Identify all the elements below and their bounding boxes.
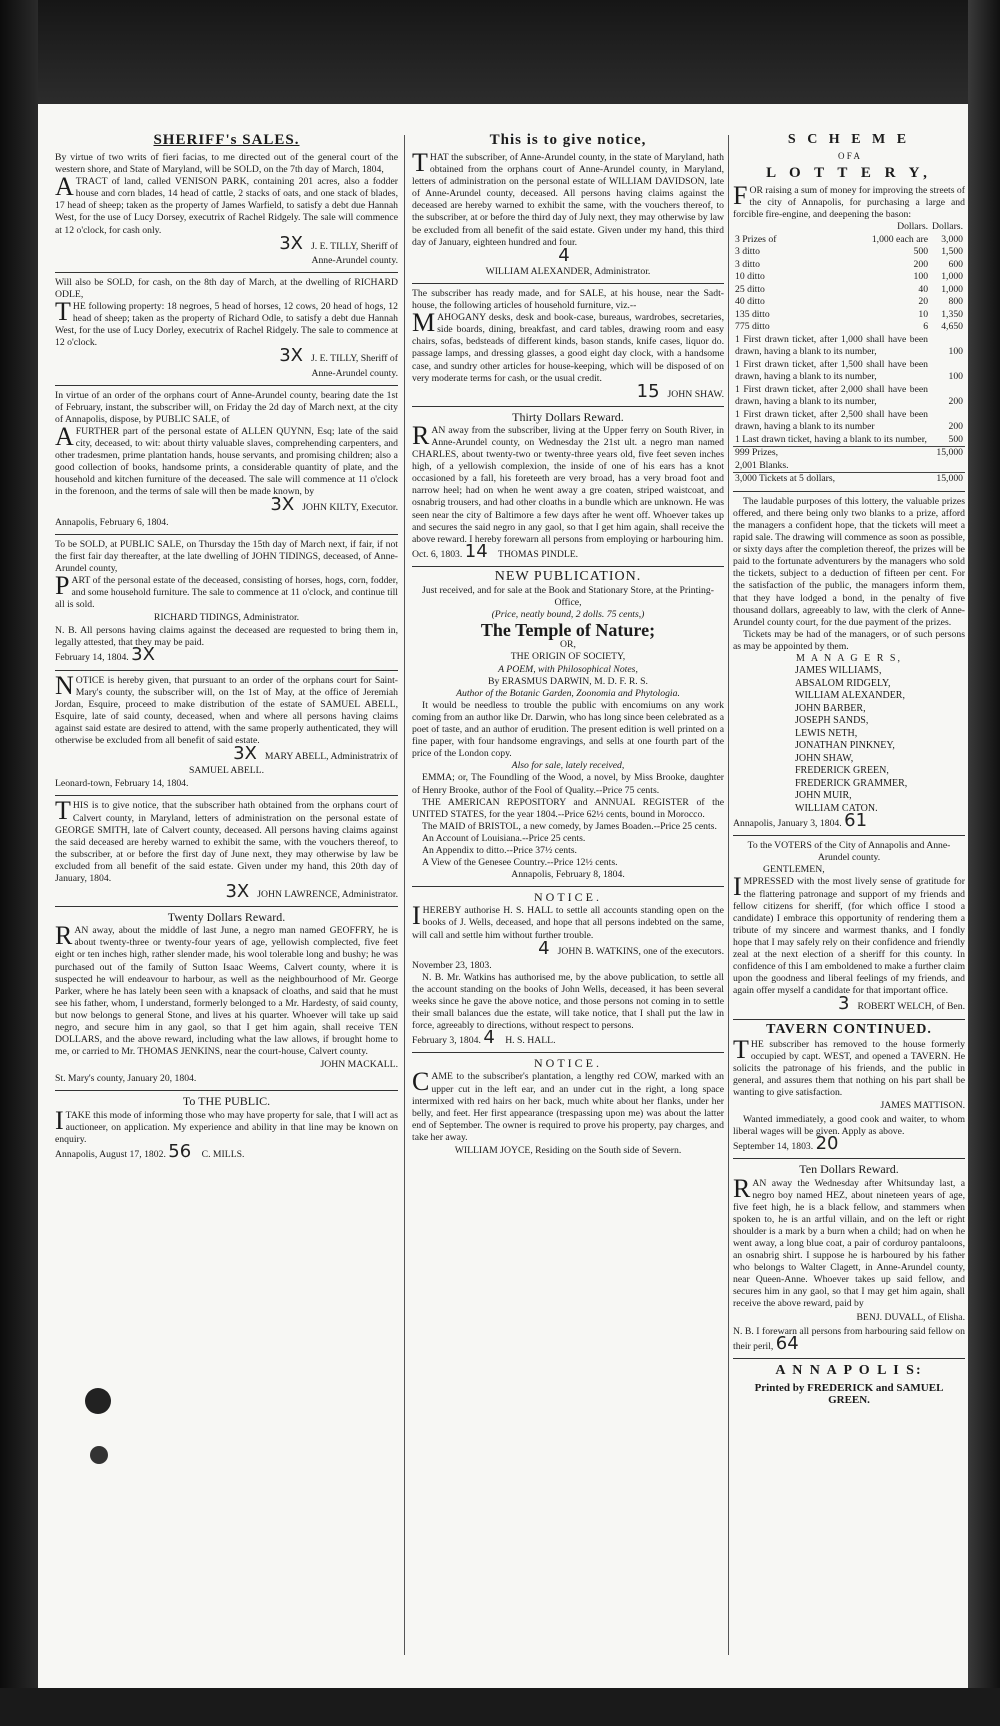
ad-body: THE following property: 18 negroes, 5 head of horses, 12 cows, 20 head of hogs, 12 head of sheep; taken as the property of Richard Odle, to satisfy a debt due Hannah West, for the use of Lucy Dorley, executrix of Rachel Ridgely. The sale to commence at 12 o'clock.: [55, 297, 398, 349]
ad-signature: WILLIAM JOYCE, Residing on the South side of Severn.: [454, 1145, 682, 1157]
geoffry-reward-ad: [55, 911, 398, 1085]
hall-notice: [412, 891, 724, 1047]
cell: 1 First drawn ticket, after 2,000 shall have been drawn, having a blank to its number,: [735, 383, 929, 408]
ad-signature: JOHN KILTY, Executor.: [302, 502, 398, 514]
cow-notice: [412, 1057, 724, 1157]
handwritten-number: 64: [775, 1332, 799, 1354]
sheriff-sales-heading: SHERIFF's SALES.: [153, 132, 300, 148]
book-or: OR,: [560, 639, 576, 651]
ad-signature: RICHARD TIDINGS, Administrator.: [153, 612, 300, 624]
cell: 1,350: [941, 308, 963, 320]
col-header: Dollars.: [897, 221, 929, 233]
ad-date: Annapolis, February 8, 1804.: [511, 869, 625, 881]
lottery-body: The laudable purposes of this lottery, the valuable prizes offered, and there being only two blanks to a prize, afford the managers a confident hope, that the tickets will meet a rapid sale. The drawing will commence as soon as possible, or sixty days after the completion thereof, the prizes will be paid to the fortunate adventurers by the managers who sold the tickets, subject to a deduction of fifteen per cent. For the satisfaction of the public, the managers inform them, that they have lodged a bond, in the penalty of five thousand dollars, agreeably to law, with the clerk of Anne-Arundel county court, for the due payment of the prizes.: [733, 495, 965, 628]
divider: [733, 835, 965, 836]
signature-mark: 3X: [233, 743, 257, 765]
managers-heading: M A N A G E R S,: [796, 653, 902, 664]
colophon-printer: Printed by FREDERICK and SAMUEL GREEN.: [754, 1381, 944, 1406]
divider: [55, 795, 398, 796]
new-publication-ad: [412, 568, 724, 881]
manager-name: LEWIS NETH,: [795, 727, 858, 739]
cell: 10: [918, 308, 929, 320]
cell: 25 ditto: [735, 283, 765, 295]
abell-estate-ad: [55, 670, 398, 791]
column-left: [55, 128, 398, 1678]
table-row: [733, 296, 965, 309]
ad-body: AFURTHER part of the personal estate of ALLEN QUYNN, Esq; late of the said city, deceased, to wit: about thirty valuable slaves, comprehending carpenters, and other tradesmen, prime plantation hands, house servants, and promising children; also a good collection of books, handsome prints, a considerable quantity of plate, and the household and kitchen furniture of the deceased. The sale will commence at 11 o'clock in the forenoon, and the terms of sale will then be made known, by: [55, 421, 398, 498]
manager-name: WILLIAM CATON.: [795, 802, 878, 814]
column-middle: [412, 128, 724, 1678]
handwritten-number: 4: [538, 937, 550, 959]
ad-heading: To the VOTERS of the City of Annapolis and Anne-Arundel county.: [747, 840, 951, 864]
signature-mark: 3X: [225, 881, 250, 903]
scan-border-bottom: [0, 1688, 1000, 1726]
divider: [55, 670, 398, 671]
ad-date: Annapolis, February 6, 1804.: [55, 516, 169, 528]
cell: 999 Prizes,: [735, 447, 779, 459]
ad-signature: JAMES MATTISON.: [880, 1100, 965, 1112]
ad-body: RAN away from the subscriber, living at the Upper ferry on South River, in Anne-Arundel county, on Wednesday the 21st ult. a negro man named CHARLES, about twenty-two or twenty-three years old, five feet seven inches high, of a yellowish complexion, the inside of one of his ears has a knot occasioned by a fall, his foreteeth are very broad, has a very broad foot and narrow heel; had on when he went away a gre coaten, striped waistcoat, and osnabrig trousers, and had other cloaths in a bundle which are unknown. He was seen near the city of Baltimore a few days after he went off. Whoever takes up and secures the said negro in any gaol, so that I get him again, shall receive the above reward. I hereby forewarn all persons from employing or harbouring him.: [412, 420, 724, 545]
ad-signature: JOHN B. WATKINS, one of the executors.: [557, 945, 724, 957]
lottery-tickets-note: Tickets may be had of the managers, or of such persons as may be appointed by them.: [733, 628, 965, 652]
shaw-furniture-ad: [412, 288, 724, 401]
smith-estate-ad: [55, 796, 398, 903]
ad-body: CAME to the subscriber's plantation, a lengthy red COW, marked with an upper cut in the left ear, and an under cut in the right, a long space intermixed with red hairs on her back, much white about her flanks, under her belly, and feet. Her first appearance (trespassing upon me) was about the latter end of September. The owner is required to prove his property, pay charges, and take her away.: [412, 1067, 724, 1143]
ad-heading: NEW PUBLICATION.: [494, 568, 642, 584]
cell: 3,000 Tickets at 5 dollars,: [735, 473, 836, 485]
cell: 40: [918, 283, 929, 295]
handwritten-number: 61: [844, 810, 868, 832]
charles-reward-ad: [412, 411, 724, 561]
book-poem: A POEM, with Philosophical Notes,: [498, 663, 638, 675]
table-row: [733, 259, 965, 272]
cell: 135 ditto: [735, 308, 770, 320]
cell: 1 First drawn ticket, after 1,000 shall have been drawn, having a blank to its number,: [735, 333, 929, 358]
cell: 500: [948, 433, 963, 445]
ad-nb: N. B. I forewarn all persons from harbouring said fellow on their peril,: [733, 1325, 965, 1352]
column-right: [733, 128, 965, 1678]
divider: [412, 283, 724, 284]
alexander-notice: [412, 148, 724, 278]
ad-body: THAT the subscriber, of Anne-Arundel county, in the state of Maryland, hath obtained from the orphans court of Anne-Arundel county, in Maryland, letters of administration on the personal estate of WILLIAM DAVIDSON, late of Anne-Arundel county, deceased. All persons having claims against the deceased are hereby warned to exhibit the same, with the vouchers thereof, to the subscriber, at or before the third day of July next, they may otherwise by law be excluded from all benefit of the said estate. Given under my hand, this third day of January, eighteen hundred and four.: [412, 148, 724, 248]
signature-mark: 3X: [131, 644, 155, 666]
ad-body: It would be needless to trouble the public with encomiums on any work coming from an author like Dr. Darwin, who has long since been celebrated as a poet of taste, and an author of erudition. The present edition is well printed on a fine paper, with four handsome engravings, and sells at one fourth part of the price of the London copy.: [412, 699, 724, 760]
book-item: THE AMERICAN REPOSITORY and ANNUAL REGISTER of the UNITED STATES, for the year 1804.--Price 62½ cents, bound in Morocco.: [412, 796, 724, 820]
cell: 800: [948, 296, 963, 308]
ad-body: ATRACT of land, called VENISON PARK, containing 201 acres, also a fodder house and corn blades, 14 head of cattle, 2 stacks of oats, and one stack of blades, 17 head of sheep; taken as the property of James Warfield, to satisfy a debt due Hannah West, for the use of Lucy Dorsey, executrix of Rachel Ridgely. The sale will commence at 12 o'clock, for cash only.: [55, 172, 398, 236]
ad-date: September 14, 1803.: [733, 1141, 814, 1153]
ad-body: IMPRESSED with the most lively sense of gratitude for the flattering patronage and support of my friends and fellow citizens for sheriff, (for which office I stood a candidate) I embrace this opportunity of rendering them a tribute of my sincere and warmest thanks, and I fondly hope that I may safely rely on their confidence and friendly zeal at the next election of a sheriff for this county. In confidence of this I am emboldened to make a further claim upon the goodness and liberal feelings of my friends, and again offer myself a candidate for that important office.: [733, 872, 965, 997]
book-author: By ERASMUS DARWIN, M. D. F. R. S.: [488, 675, 648, 687]
divider: [733, 491, 965, 492]
scan-border-left: [0, 0, 38, 1726]
ad-text: By virtue of two writs of fieri facias, to me directed out of the general court of the western shore, and State of Maryland, will be SOLD, on the 7th day of March, 1804,: [55, 152, 398, 176]
cell: 1,000 each are: [871, 233, 929, 245]
table-row: [733, 284, 965, 297]
ad-text: In virtue of an order of the orphans court of Anne-Arundel county, bearing date the 1st of February, instant, the subscriber will, on Friday the 2d day of March next, at the city of Annapolis, dispose, by PUBLIC SALE, of: [55, 389, 398, 425]
ad-date: Annapolis, August 17, 1802.: [55, 1148, 166, 1160]
alexander-notice-heading: This is to give notice,: [489, 132, 647, 148]
table-row: [733, 447, 965, 460]
ad-date: February 14, 1804.: [55, 652, 129, 664]
cell: 40 ditto: [735, 296, 765, 308]
ad-body: PART of the personal estate of the deceased, consisting of horses, hogs, corn, fodder, and some household furniture. The sale to commence at 11 o'clock, and continue till all is sold.: [55, 570, 398, 611]
ad-body: NOTICE is hereby given, that pursuant to an order of the orphans court for Saint-Mary's county, the subscriber will, on the 1st of May, at the office of Jeremiah Jordan, Esquire, proceed to make distribution of the estate of SAMUEL ABELL, Esquire, late of said county, deceased, when and where all persons having claims against said estate are desired to attend, with the same properly authenticated, they will otherwise be excluded from all benefit of said estate.: [55, 670, 398, 747]
manager-name: ABSALOM RIDGELY,: [795, 677, 891, 689]
ad-body: MAHOGANY desks, desk and book-case, bureaus, wardrobes, secretaries, side boards, dining, breakfast, and card tables, drawing room and easy chairs, sofas, bedsteads of different kinds, bason stands, knife cases, liquor do. passage lamps, and dressing glasses, a good eight day clock, with a handsome case, and sundry other articles for house-keeping, which will be disposed of on very moderate terms for cash, or the usual credit.: [412, 308, 724, 384]
cell: 10 ditto: [735, 271, 765, 283]
scan-border-top: [0, 0, 1000, 104]
ad-signature: J. E. TILLY, Sheriff of: [310, 353, 398, 365]
cell: 3,000: [941, 233, 963, 245]
ad-heading: NOTICE.: [534, 890, 602, 905]
ad-signature: JOHN LAWRENCE, Administrator.: [257, 889, 398, 901]
book-item: An Account of Louisiana.--Price 25 cents.: [422, 832, 586, 844]
ad-nb: N. B. Mr. Watkins has authorised me, by the above publication, to settle all the account standing on the books of John Wells, deceased, it has been several weeks since he gave the above notice, and those persons not coming in to settle their small balances due the estate, will take notice, that I shall put the law in force, agreeably to directions, without respect to persons.: [412, 971, 724, 1032]
ad-body: THE subscriber has removed to the house formerly occupied by capt. WEST, and opened a TAVERN. He solicits the patronage of his friends, and the public in general, and assures them that nothing on his part shall be wanting to give satisfaction.: [733, 1034, 965, 1098]
cell: 775 ditto: [735, 321, 770, 333]
manager-name: JOHN BARBER,: [795, 702, 866, 714]
table-row: [733, 460, 965, 473]
table-row: [733, 321, 965, 334]
cell: 200: [948, 421, 963, 433]
tavern-ad: [733, 1021, 965, 1155]
hez-reward-ad: [733, 1163, 965, 1352]
lottery-heading-2: L O T T E R Y,: [766, 165, 932, 181]
ad-body: IHEREBY authorise H. S. HALL to settle all accounts standing open on the books of J. Wells, deceased, and hope that all persons indebted on the same, will call and settle him without further trouble.: [412, 901, 724, 941]
ad-signature: JOHN SHAW.: [667, 388, 724, 400]
divider: [412, 566, 724, 567]
ad-date: St. Mary's county, January 20, 1804.: [55, 1073, 197, 1085]
cell: 1 First drawn ticket, after 1,500 shall have been drawn, having a blank to its number,: [735, 358, 929, 383]
book-subtitle: THE ORIGIN OF SOCIETY,: [510, 651, 626, 663]
ad-body: ITAKE this mode of informing those who may have property for sale, that I will act as auctioneer, on application. My experience and ability in that line may be known on enquiry.: [55, 1105, 398, 1145]
signature-mark: 3X: [270, 494, 295, 516]
quynn-estate-ad: [55, 390, 398, 529]
cell: 200: [913, 258, 929, 270]
book-item: A View of the Genesee Country.--Price 12½ cents.: [422, 857, 618, 869]
column-rule: [728, 135, 729, 1655]
table-row: [733, 234, 965, 247]
cell: 1,000: [941, 283, 963, 295]
book-price: (Price, neatly bound, 2 dolls. 75 cents,): [491, 609, 645, 621]
cell: 100: [948, 371, 963, 383]
lottery-scheme: [733, 181, 965, 832]
manager-name: JOHN SHAW,: [795, 752, 854, 764]
table-row: [733, 246, 965, 259]
col-header: Dollars.: [932, 221, 963, 233]
lottery-intro: FOR raising a sum of money for improving the streets of the city of Annapolis, for purchasing a large and forcible fire-engine, and deepening the bason:: [733, 181, 965, 221]
ad-wanted: Wanted immediately, a good cook and waiter, to whom liberal wages will be given. Apply as above.: [733, 1114, 965, 1138]
ad-heading: To THE PUBLIC.: [182, 1094, 271, 1109]
ad-signature: J. E. TILLY, Sheriff of: [310, 240, 398, 252]
divider: [412, 1052, 724, 1053]
cell: 1,000: [941, 271, 963, 283]
handwritten-number: 3: [838, 993, 850, 1015]
cell: 3 ditto: [735, 246, 761, 258]
divider: [55, 906, 398, 907]
divider: [55, 534, 398, 535]
ad-signature: H. S. HALL.: [505, 1035, 556, 1047]
ad-date: February 3, 1804.: [412, 1035, 481, 1047]
table-row: [733, 473, 965, 486]
book-item: The MAID of BRISTOL, a new comedy, by James Boaden.--Price 25 cents.: [422, 820, 717, 832]
handwritten-number: 4: [483, 1027, 495, 1049]
ad-intro: The subscriber has ready made, and for SALE, at his house, near the Sadt-house, the following articles of household furniture, viz.--: [412, 287, 724, 312]
cell: 15,000: [936, 473, 963, 485]
cell: 3 Prizes of: [735, 233, 777, 245]
voters-address: [733, 840, 965, 1013]
column-rule: [404, 135, 405, 1655]
ad-signature: JOHN MACKALL.: [320, 1059, 398, 1071]
divider: [55, 385, 398, 386]
table-row: [733, 384, 965, 409]
divider: [412, 886, 724, 887]
tidings-estate-ad: [55, 539, 398, 665]
ad-signature: MARY ABELL, Administratrix of: [264, 751, 398, 763]
cell: 600: [948, 258, 963, 270]
divider: [733, 1158, 965, 1159]
cell: 2,001 Blanks.: [735, 459, 789, 471]
ad-body: RAN away, about the middle of last June, a negro man named GEOFFRY, he is about twenty-three or twenty-four years of age, yellowish complected, five feet eight or ten inches high, rather slender made, his wool tolerable long and bushy; he was purchased out of the family of Sutton Isaac Weems, Calvert county, where it is suspected he will endeavour to harbour, as well as the neighbourhood of Mr. George Parker, where he has lately been seen with a knapsack of cloaths, and said that he must see his father, whom, I understand, formerly belonged to a Mr. Hardesty, of said county, but now belongs to general Stone, and lives at his quarter. Whoever will take up said negro, and secure him in any gaol, so that I get him again, shall receive TEN DOLLARS, and the above reward, including what the law allows, if brought home to me, or carried to Mr. THOMAS JENKINS, near the court-house, Calvert county.: [55, 921, 398, 1058]
cell: 1,500: [941, 246, 963, 258]
ad-signature: WILLIAM ALEXANDER, Administrator.: [485, 265, 651, 277]
cell: 4,650: [941, 321, 963, 333]
signature-mark: 3X: [279, 232, 303, 254]
lottery-heading: S C H E M E: [787, 132, 911, 147]
divider: [55, 1090, 398, 1091]
ad-signature: BENJ. DUVALL, of Elisha.: [856, 1311, 965, 1323]
ad-salutation: GENTLEMEN,: [763, 864, 825, 876]
ad-signature-line2: Anne-Arundel county.: [311, 367, 398, 379]
cell: 3 ditto: [735, 258, 761, 270]
handwritten-number: 15: [636, 380, 660, 402]
divider: [55, 272, 398, 273]
ad-heading: Thirty Dollars Reward.: [512, 409, 624, 424]
ad-signature-line2: Anne-Arundel county.: [311, 254, 398, 266]
table-row: [733, 359, 965, 384]
book-author-note: Author of the Botanic Garden, Zoonomia and Phytologia.: [456, 687, 680, 699]
cell: 100: [948, 346, 963, 358]
lottery-date: Annapolis, January 3, 1804.: [733, 818, 842, 830]
divider: [733, 1358, 965, 1359]
manager-name: JAMES WILLIAMS,: [795, 665, 882, 677]
handwritten-number: 56: [168, 1140, 192, 1162]
ad-signature-line2: SAMUEL ABELL.: [189, 765, 264, 777]
ad-date: November 23, 1803.: [412, 959, 492, 971]
ad-heading: NOTICE.: [534, 1056, 602, 1071]
handwritten-number: 14: [464, 540, 488, 562]
ad-heading: Ten Dollars Reward.: [799, 1162, 899, 1177]
book-item: EMMA; or, The Foundling of the Wood, a novel, by Miss Brooke, daughter of Henry Brooke, author of the Fool of Quality.--Price 75 cents.: [412, 772, 724, 796]
ad-body: RAN away the Wednesday after Whitsunday last, a negro boy named HEZ, about nineteen years of age, five feet high, he is a black fellow, and stammers when spoken to, he is an artful villain, and on the left or right shoulder is a mark by a burn when a child; had on when he went away, a long blue coat, a pair of corduroy pantaloons, an osnabrig shirt. I suppose he is harboured by his father who belongs to Walter Clagett, in Anne-Arundel county, near Queen-Anne. Whoever takes up said fellow, and secures him in any gaol, so that I may get him again, shall receive the above reward, paid by: [733, 1173, 965, 1310]
table-row: [733, 309, 965, 322]
table-row: [733, 409, 965, 434]
signature-mark: 3X: [279, 345, 303, 367]
also-for-sale: Also for sale, lately received,: [511, 760, 625, 772]
ad-signature: C. MILLS.: [201, 1148, 245, 1160]
cell: 200: [948, 396, 963, 408]
book-title: The Temple of Nature;: [480, 620, 656, 641]
table-row: [733, 271, 965, 284]
ad-signature: ROBERT WELCH, of Ben.: [857, 1001, 965, 1013]
ad-date: Oct. 6, 1803.: [412, 548, 463, 560]
ad-date: Leonard-town, February 14, 1804.: [55, 778, 189, 790]
colophon-city: A N N A P O L I S:: [775, 1362, 923, 1378]
handwritten-number: 4: [558, 244, 570, 266]
ad-heading: TAVERN CONTINUED.: [766, 1021, 932, 1037]
manager-name: JOSEPH SANDS,: [795, 715, 869, 727]
sheriff-sale-ad: [55, 277, 398, 380]
table-row: [733, 434, 965, 447]
ad-text: To be SOLD, at PUBLIC SALE, on Thursday the 15th day of March next, if fair, if not the first fair day thereafter, at the late dwelling of JOHN TIDINGS, deceased, of Anne-Arundel county,: [55, 538, 398, 574]
divider: [733, 1019, 965, 1020]
manager-name: JONATHAN PINKNEY,: [795, 740, 895, 752]
cell: 15,000: [936, 447, 963, 459]
cell: 100: [913, 271, 929, 283]
ad-text: Will also be SOLD, for cash, on the 8th day of March, at the dwelling of RICHARD ODLE,: [55, 276, 398, 300]
cell: 20: [918, 296, 929, 308]
manager-name: FREDERICK GRAMMER,: [795, 777, 908, 789]
cell: 1 Last drawn ticket, having a blank to its number,: [735, 433, 927, 445]
manager-name: FREDERICK GREEN,: [795, 765, 889, 777]
cell: 1 First drawn ticket, after 2,500 shall have been drawn, having a blank to its number: [735, 408, 929, 433]
manager-name: WILLIAM ALEXANDER,: [795, 690, 905, 702]
ad-intro: Just received, and for sale at the Book and Stationary Store, at the Printing-Office,: [422, 585, 714, 609]
cell: 6: [923, 321, 929, 333]
ad-body: THIS is to give notice, that the subscriber hath obtained from the orphans court of Calvert county, in Maryland, letters of administration on the personal estate of GEORGE SMITH, late of Calvert county, deceased. All persons having claims against the said deceased are hereby warned to exhibit the same, with the vouchers thereof, to the subscriber, at or before the first day of June next, they may otherwise by law be excluded from all benefit of the said estate. Given under my hand, this 20th day of January, 1804.: [55, 796, 398, 884]
table-row: [733, 334, 965, 359]
sheriff-sale-ad: [55, 152, 398, 267]
divider: [412, 406, 724, 407]
handwritten-number: 20: [815, 1133, 839, 1155]
to-the-public-ad: [55, 1095, 398, 1160]
ad-heading: Twenty Dollars Reward.: [167, 910, 286, 925]
scan-border-right: [968, 0, 1000, 1726]
book-item: An Appendix to ditto.--Price 37½ cents.: [422, 844, 577, 856]
prize-table: [733, 221, 965, 486]
manager-name: JOHN MUIR,: [795, 790, 852, 802]
ad-nb: N. B. All persons having claims against the deceased are requested to bring them in, legally attested, that they may be paid.: [55, 625, 398, 649]
cell: 500: [913, 246, 929, 258]
ad-signature: THOMAS PINDLE.: [497, 548, 579, 560]
lottery-of: O F A: [837, 151, 860, 161]
